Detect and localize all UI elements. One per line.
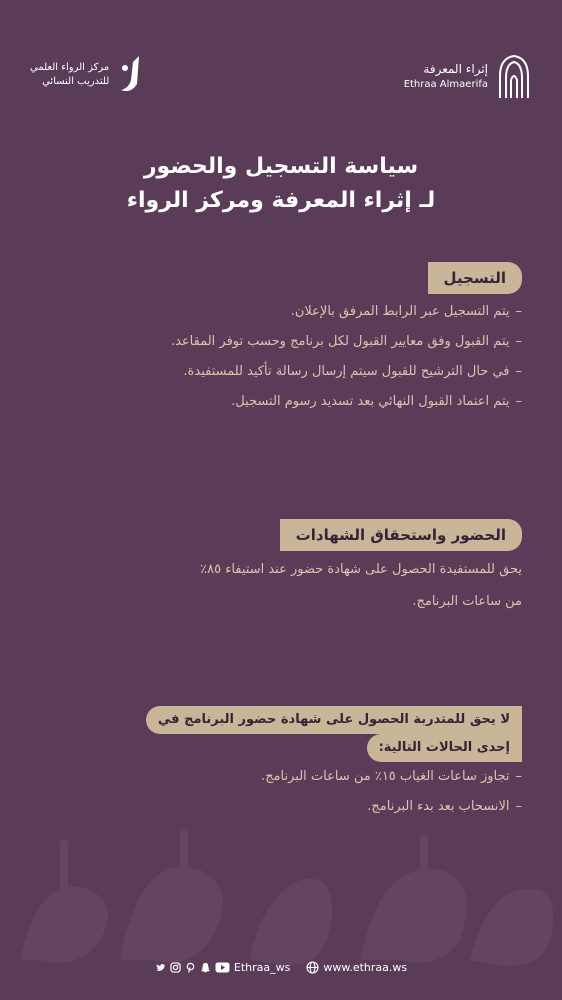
website-link[interactable]: www.ethraa.ws [323,961,408,974]
calligraphy-watermark [0,810,562,970]
rawaa-logo-line2: للتدريب النسائي [42,76,110,87]
registration-list [30,297,522,417]
youtube-icon[interactable] [215,962,230,973]
ethraa-logo-english: Ethraa Almaerifa [403,79,488,90]
ethraa-logo-text [404,62,488,92]
footer [0,961,562,974]
page-title [0,150,562,218]
attendance-line1: يحق للمستفيدة الحصول على شهادة حضور عند استيفاء ٨٥٪ [200,562,522,577]
section-heading-attendance: الحضور واستحقاق الشهادات [280,519,522,551]
list-item: –تجاوز ساعات الغياب ١٥٪ من ساعات البرنامج. [261,769,522,784]
snapchat-icon[interactable] [200,962,211,973]
rawaa-logo-text [30,61,109,89]
social-group [155,961,290,974]
title-line1: سياسة التسجيل والحضور [143,154,419,179]
list-item: –يتم اعتماد القبول النهائي بعد تسديد رسوم التسجيل. [231,394,522,409]
rawaa-logo [30,54,145,96]
ethraa-logo [404,54,532,100]
attendance-text [30,554,522,618]
rawaa-logo-mark-icon [117,54,145,96]
title-line2: لـ إثراء المعرفة ومركز الرواء [126,188,436,213]
list-item: –الانسحاب بعد بدء البرنامج. [367,799,522,814]
pinterest-icon[interactable] [185,962,196,973]
instagram-icon[interactable] [170,962,181,973]
list-item: –في حال الترشيح للقبول سيتم إرسال رسالة تأكيد للمستفيدة. [183,364,522,379]
social-handle[interactable]: Ethraa_ws [233,961,291,974]
globe-icon [306,961,319,974]
rawaa-logo-line1: مركز الرواء العلمي [30,62,110,73]
ethraa-logo-mark-icon [496,54,532,100]
section-heading-ineligible-1: لا يحق للمتدربة الحصول على شهادة حضور البرنامج في [146,706,522,734]
attendance-line2: من ساعات البرنامج. [412,594,522,609]
ethraa-logo-arabic: إثراء المعرفة [423,62,488,76]
website-group [306,961,407,974]
list-item: –يتم التسجيل عبر الرابط المرفق بالإعلان. [290,304,522,319]
section-heading-ineligible-2: إحدى الحالات التالية: [367,734,522,762]
list-item: –يتم القبول وفق معايير القبول لكل برنامج وحسب توفر المقاعد. [170,334,522,349]
twitter-icon[interactable] [155,962,166,973]
section-heading-registration: التسجيل [428,262,522,294]
